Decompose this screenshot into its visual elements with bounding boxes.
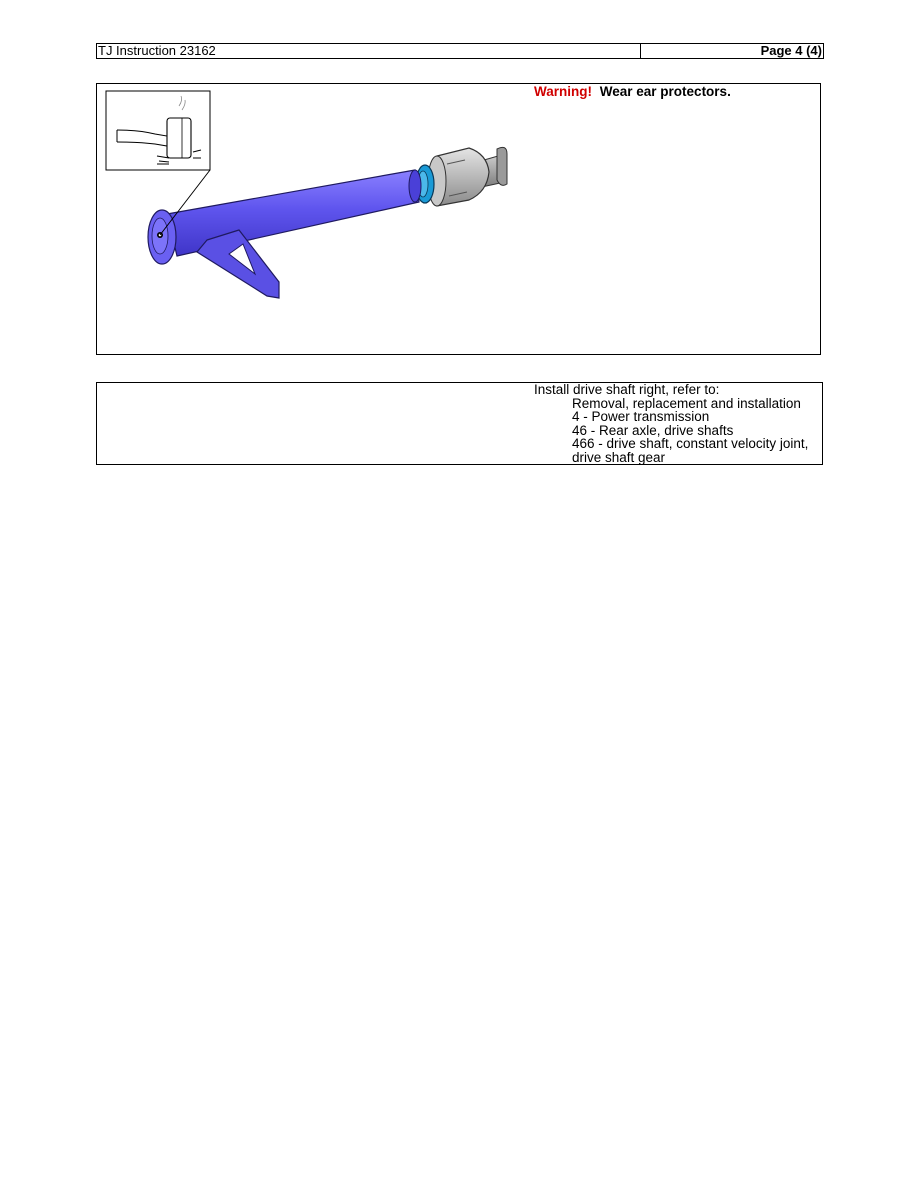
reference-line: drive shaft gear	[572, 449, 666, 465]
drive-shaft	[428, 147, 507, 206]
page-number: Page 4 (4)	[760, 43, 822, 58]
warning-label: Warning!	[534, 84, 592, 99]
warning-note	[534, 84, 731, 100]
reference-line: 466 - drive shaft, constant velocity joint,	[572, 436, 809, 452]
reference-line: Removal, replacement and installation	[572, 395, 801, 411]
step-2-box	[96, 382, 823, 465]
drift-tool	[148, 170, 421, 298]
tool-illustration	[97, 84, 517, 324]
step-1-box	[96, 83, 821, 355]
install-instructions	[534, 383, 808, 465]
instruction-intro: Install drive shaft right, refer to:	[534, 382, 720, 397]
reference-line: 4 - Power transmission	[572, 409, 710, 425]
hammer-inset	[106, 91, 210, 170]
document-title: TJ Instruction 23162	[97, 44, 641, 58]
warning-message: Wear ear protectors.	[599, 84, 731, 99]
page-header	[96, 43, 824, 59]
reference-line: 46 - Rear axle, drive shafts	[572, 422, 734, 438]
